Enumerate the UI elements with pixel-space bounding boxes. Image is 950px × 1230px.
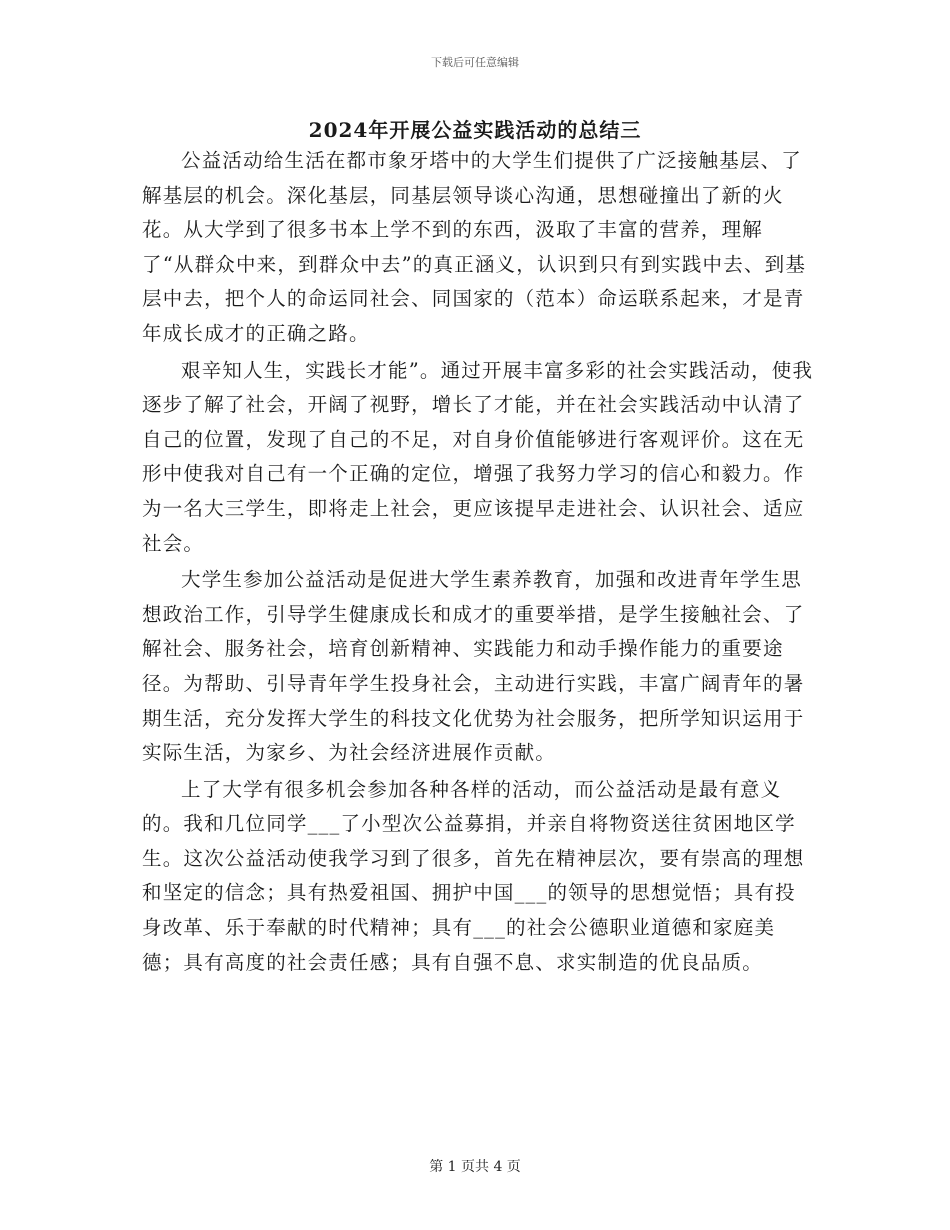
paragraph: 上了大学有很多机会参加各种各样的活动，而公益活动是最有意义的。我和几位同学___了小型次公益募捐，并亲自将物资送往贫困地区学生。这次公益活动使我学习到了很多，首先在精神层次，要有崇高的理想和坚定的信念；具有热爱祖国、拥护中国___的领导的思想觉悟；具有投身改革、乐于奉献的时代精神；具有___的社会公德职业道德和家庭美德；具有高度的社会责任感；具有自强不息、求实制造的优良品质。 [142, 777, 805, 974]
paragraph: 艰辛知人生，实践长才能”。通过开展丰富多彩的社会实践活动，使我逐步了解了社会，开阔了视野，增长了才能，并在社会实践活动中认清了自己的位置，发现了自己的不足，对自身价值能够进行客观评价。这在无形中使我对自己有一个正确的定位，增强了我努力学习的信心和毅力。作为一名大三学生，即将走上社会，更应该提早走进社会、认识社会、适应社会。 [142, 358, 814, 555]
header-note: 下载后可任意编辑 [431, 56, 519, 69]
paragraph: 公益活动给生活在都市象牙塔中的大学生们提供了广泛接触基层、了解基层的机会。深化基层，同基层领导谈心沟通，思想碰撞出了新的火花。从大学到了很多书本上学不到的东西，汲取了丰富的营养，理解了“从群众中来，到群众中去”的真正涵义，认识到只有到实践中去、到基层中去，把个人的命运同社会、同国家的（范本）命运联系起来，才是青年成长成才的正确之路。 [142, 149, 807, 345]
document-title: 2024年开展公益实践活动的总结三 [308, 118, 642, 142]
page-number: 第 1 页共 4 页 [429, 1159, 521, 1175]
document-body [142, 144, 814, 982]
paragraph: 大学生参加公益活动是促进大学生素养教育，加强和改进青年学生思想政治工作，引导学生健康成长和成才的重要举措，是学生接触社会、了解社会、服务社会，培育创新精神、实践能力和动手操作能力的重要途径。为帮助、引导青年学生投身社会，主动进行实践，丰富广阔青年的暑期生活，充分发挥大学生的科技文化优势为社会服务，把所学知识运用于实际生活，为家乡、为社会经济进展作贡献。 [142, 568, 805, 765]
